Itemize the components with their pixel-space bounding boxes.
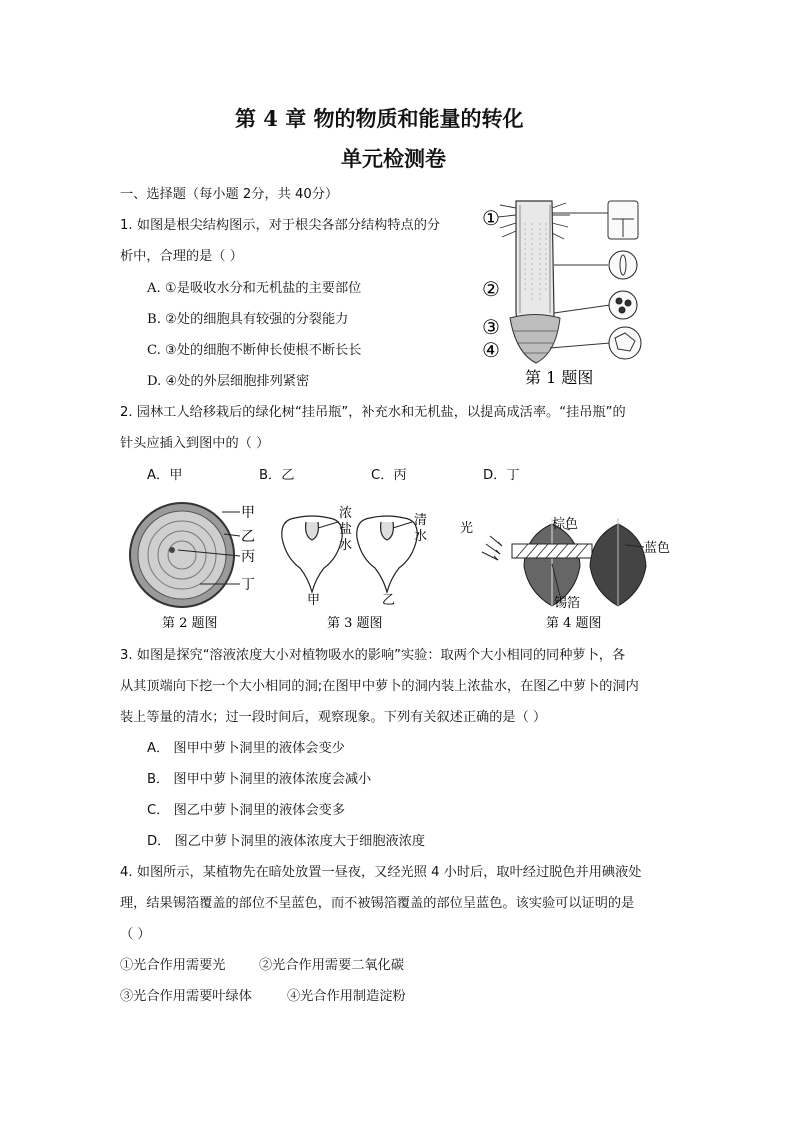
fig3-label-left-1: 浓 — [339, 506, 353, 521]
q2-option-d: D．丁 — [483, 468, 520, 483]
fig3-sub-jia: 甲 — [307, 593, 321, 608]
tree-trunk-figure — [130, 503, 240, 607]
marker-4: ④ — [482, 338, 500, 362]
fig3-label-right-1: 清 — [414, 513, 428, 528]
figures-row — [120, 500, 690, 635]
marker-1: ① — [482, 206, 500, 230]
q4-statement-3: ③光合作用需要叶绿体 — [120, 989, 252, 1004]
q1-stem-line2: 析中，合理的是（ ） — [120, 249, 243, 264]
fig3-label-left-2: 盐 — [339, 522, 353, 537]
q2-stem-line1: 2. 园林工人给移栽后的绿化树“挂吊瓶”，补充水和无机盐，以提高成活率。“挂吊瓶”的 — [120, 405, 626, 420]
q3-stem-line3: 装上等量的清水；过一段时间后，观察现象。下列有关叙述正确的是（ ） — [120, 710, 547, 725]
marker-2: ② — [482, 277, 500, 301]
page-title: 第 4 章 物的物质和能量的转化 — [235, 106, 524, 131]
q2-option-a: A．甲 — [147, 468, 183, 483]
fig2-label-ding: 丁 — [241, 577, 255, 593]
fig2-label-yi: 乙 — [241, 529, 255, 545]
q4-statement-4: ④光合作用制造淀粉 — [287, 989, 406, 1004]
fig4-light-label: 光 — [460, 521, 474, 536]
q1-option-c: C. ③处的细胞不断伸长使根不断长长 — [147, 343, 362, 358]
fig4-blue-label: 蓝色 — [644, 541, 671, 556]
fig3-label-right-2: 水 — [414, 529, 428, 544]
marker-3: ③ — [482, 315, 500, 339]
q3-stem-line1: 3. 如图是探究“溶液浓度大小对植物吸水的影响”实验：取两个大小相同的同种萝卜，各 — [120, 648, 626, 663]
q3-option-b: B． 图甲中萝卜洞里的液体浓度会减小 — [147, 772, 372, 787]
fig2-caption: 第 2 题图 — [162, 616, 218, 631]
section-heading: 一、选择题（每小题 2分，共 40分） — [120, 187, 339, 202]
q1-option-d: D. ④处的外层细胞排列紧密 — [147, 374, 310, 389]
fig1-caption: 第 1 题图 — [525, 368, 594, 387]
fig3-label-left-3: 水 — [339, 538, 353, 553]
q1-option-b: B. ②处的细胞具有较强的分裂能力 — [147, 312, 349, 327]
q3-stem-line2: 从其顶端向下挖一个大小相同的洞;在图甲中萝卜的洞内装上浓盐水，在图乙中萝卜的洞内 — [120, 679, 639, 694]
page-subtitle: 单元检测卷 — [341, 146, 446, 171]
q1-stem-line1: 1. 如图是根尖结构图示，对于根尖各部分结构特点的分 — [120, 218, 441, 233]
q4-statement-2: ②光合作用需要二氧化碳 — [259, 958, 405, 973]
root-tip-drawing — [498, 201, 641, 363]
q3-option-a: A． 图甲中萝卜洞里的液体会变少 — [147, 741, 345, 756]
fig3-caption: 第 3 题图 — [327, 616, 383, 631]
q4-stem-line2: 理，结果锡箔覆盖的部位不呈蓝色，而不被锡箔覆盖的部位呈蓝色。该实验可以证明的是 — [120, 896, 635, 911]
fig3-sub-yi: 乙 — [382, 593, 396, 608]
root-tip-figure — [480, 193, 670, 393]
q3-option-d: D． 图乙中萝卜洞里的液体浓度大于细胞液浓度 — [147, 834, 426, 849]
q1-option-a: A. ①是吸收水分和无机盐的主要部位 — [147, 281, 362, 296]
q4-statement-1: ①光合作用需要光 — [120, 958, 226, 973]
fig4-foil-label: 锡箔 — [554, 596, 581, 611]
fig2-label-bing: 丙 — [241, 549, 255, 565]
q4-stem-line3: （ ） — [120, 927, 151, 942]
q2-option-b: B．乙 — [259, 468, 295, 483]
fig2-label-jia: 甲 — [241, 505, 255, 521]
q2-stem-line2: 针头应插入到图中的（ ） — [120, 436, 270, 451]
fig4-brown-label: 棕色 — [552, 517, 579, 532]
q2-option-c: C．丙 — [371, 468, 407, 483]
q3-option-c: C． 图乙中萝卜洞里的液体会变多 — [147, 803, 346, 818]
q4-stem-line1: 4. 如图所示，某植物先在暗处放置一昼夜，又经光照 4 小时后，取叶经过脱色并用碘液处 — [120, 865, 642, 880]
fig4-caption: 第 4 题图 — [546, 616, 602, 631]
